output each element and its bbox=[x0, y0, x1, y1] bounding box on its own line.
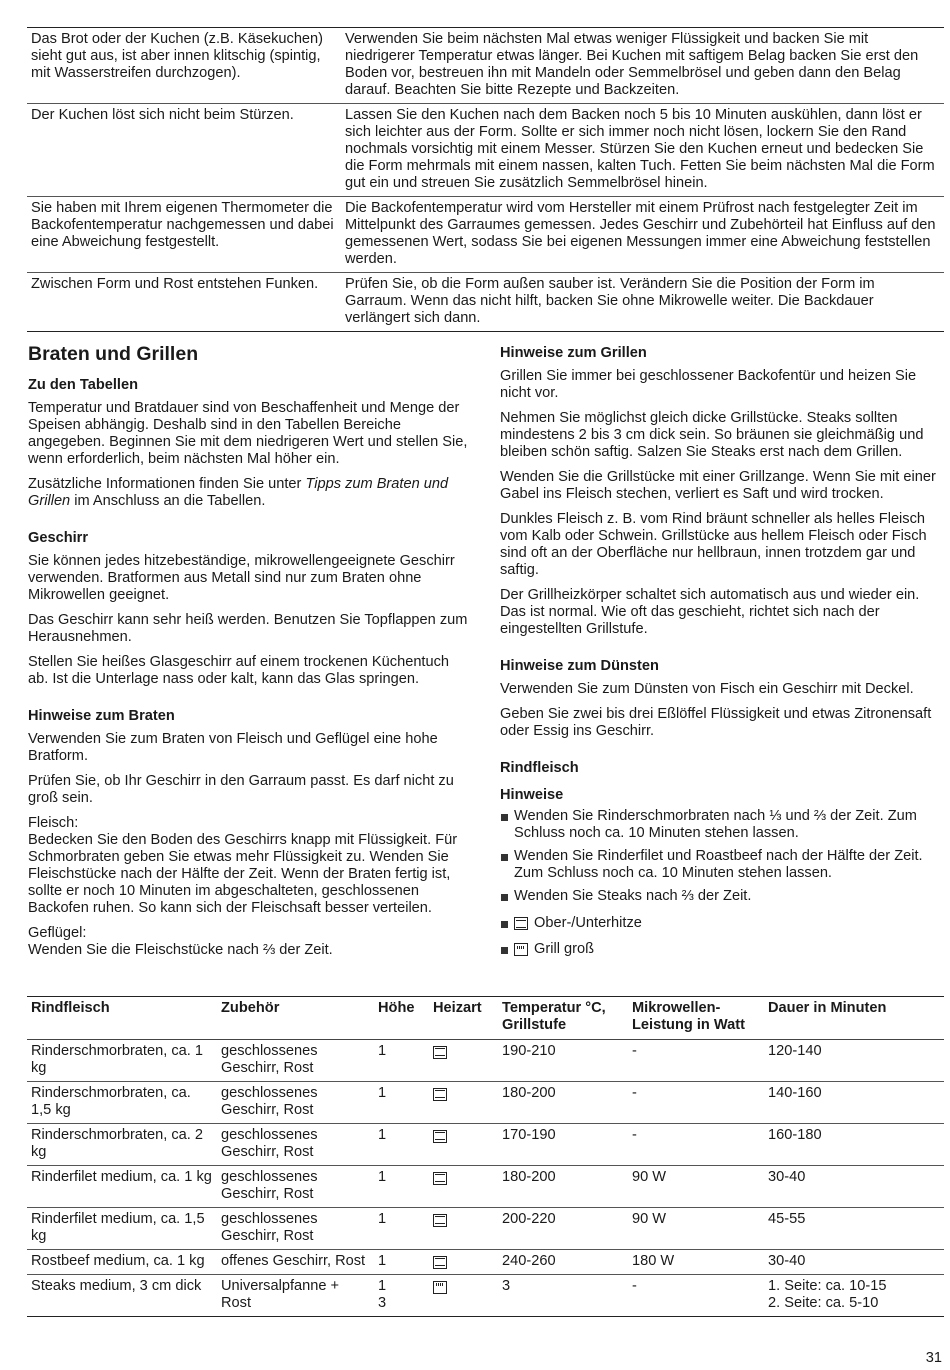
tips-reference: Tipps zum Braten und Grillen bbox=[28, 476, 449, 509]
column-header: Temperatur °C, Grillstufe bbox=[498, 997, 628, 1040]
level-cell: 1 bbox=[374, 1082, 429, 1124]
accessory-cell: geschlossenes Geschirr, Rost bbox=[217, 1208, 374, 1250]
column-header: Dauer in Minuten bbox=[764, 997, 944, 1040]
level-cell: 1 bbox=[374, 1208, 429, 1250]
table-row bbox=[27, 273, 944, 332]
text-span: Zusätzliche Informationen finden Sie unter bbox=[28, 476, 306, 492]
grillen-heading: Hinweise zum Grillen bbox=[500, 345, 647, 361]
grillen-paragraph-5: Der Grillheizkörper schaltet sich automatisch aus und wieder ein. Das ist normal. Wie oft das geschieht, richtet sich nach der eingestellten Grillstufe. bbox=[500, 587, 920, 637]
gefluegel-label: Geflügel: bbox=[28, 925, 87, 941]
grill-large-icon bbox=[433, 1281, 447, 1294]
temperature-cell: 240-260 bbox=[498, 1250, 628, 1275]
page-number: 31 bbox=[925, 1350, 942, 1366]
problem-cell: Das Brot oder der Kuchen (z.B. Käsekuchen) sieht gut aus, ist aber innen klitschig (spintig, mit Wasserstreifen durchzogen). bbox=[27, 28, 338, 104]
right-column bbox=[500, 341, 945, 971]
legend-label: Ober-/Unterhitze bbox=[534, 915, 642, 931]
temperature-cell: 3 bbox=[498, 1275, 628, 1317]
grillen-paragraph-1: Grillen Sie immer bei geschlossener Backofentür und heizen Sie nicht vor. bbox=[500, 368, 917, 401]
temperature-cell: 190-210 bbox=[502, 1043, 556, 1059]
heat-legend bbox=[500, 915, 945, 961]
table-row bbox=[27, 197, 944, 273]
fleisch-label: Fleisch: bbox=[28, 815, 79, 831]
fleisch-text: Bedecken Sie den Boden des Geschirrs knapp mit Flüssigkeit. Für Schmorbraten geben Sie etwas mehr Flüssigkeit zu. Wenden Sie Fleischstücke nach der Hälfte der Zeit. Wenn der Braten fertig ist, sollte er noch 10 Minuten im abgeschalteten, geschlossenen Backofen ruhen. So kann sich der Fleischsaft besser verteilen. bbox=[28, 832, 458, 916]
oven-top-bottom-heat-icon bbox=[433, 1046, 447, 1059]
level-cell: 1 bbox=[374, 1166, 429, 1208]
accessory-cell: offenes Geschirr, Rost bbox=[217, 1250, 374, 1275]
heat-mode-cell bbox=[429, 1166, 498, 1208]
duensten-heading: Hinweise zum Dünsten bbox=[500, 658, 659, 674]
microwave-cell: 90 W bbox=[628, 1208, 764, 1250]
oven-top-bottom-heat-icon bbox=[433, 1130, 447, 1143]
grill-large-icon bbox=[514, 943, 528, 956]
temperature-cell: 170-190 bbox=[498, 1124, 628, 1166]
text-span: im Anschluss an die Tabellen. bbox=[70, 493, 266, 509]
microwave-cell: - bbox=[628, 1275, 764, 1317]
duensten-paragraph-1: Verwenden Sie zum Dünsten von Fisch ein Geschirr mit Deckel. bbox=[500, 681, 914, 697]
heat-mode-cell bbox=[429, 1250, 498, 1275]
column-header: Heizart bbox=[429, 997, 498, 1040]
tabellen-paragraph-2 bbox=[28, 476, 470, 510]
oven-top-bottom-heat-icon bbox=[433, 1088, 447, 1101]
left-column bbox=[28, 341, 470, 967]
grillen-paragraph-4: Dunkles Fleisch z. B. vom Rind bräunt schneller als helles Fleisch vom Kalb oder Schwein. Grillstücke aus hellem Fleisch oder Fisch sind oft an der Oberfläche nur hellbraun, innen trotzdem gar und saftig. bbox=[500, 511, 927, 578]
troubleshooting-table bbox=[27, 27, 944, 332]
braten-paragraph-2: Prüfen Sie, ob Ihr Geschirr in den Garraum passt. Es darf nicht zu groß sein. bbox=[28, 773, 454, 806]
solution-cell: Die Backofentemperatur wird vom Hersteller mit einem Prüfrost nach festgelegter Zeit im Mittelpunkt des Garraumes gemessen. Jedes Geschirr und Zubehörteil hat Einfluss auf den gemessenen Wert, sodass Sie bei eigenen Messungen immer eine Abweichung feststellen werden. bbox=[338, 197, 944, 273]
legend-label: Grill groß bbox=[534, 941, 594, 957]
oven-top-bottom-heat-icon bbox=[433, 1256, 447, 1269]
microwave-cell: - bbox=[628, 1082, 764, 1124]
duration-cell: 160-180 bbox=[764, 1124, 944, 1166]
grillen-paragraph-3: Wenden Sie die Grillstücke mit einer Grillzange. Wenn Sie mit einer Gabel ins Fleisch stechen, verliert es Saft und wird trocken. bbox=[500, 469, 936, 502]
section-title: Braten und Grillen bbox=[28, 343, 199, 365]
level-cell: 1 bbox=[374, 1250, 429, 1275]
temperature-cell: 180-200 bbox=[498, 1082, 628, 1124]
level-cell: 1 3 bbox=[374, 1275, 429, 1317]
gefluegel-text: Wenden Sie die Fleischstücke nach ⅔ der Zeit. bbox=[28, 942, 333, 958]
meat-cell: Rinderschmorbraten, ca. 1 kg bbox=[31, 1043, 203, 1076]
table-row bbox=[27, 1082, 944, 1124]
duration-cell: 140-160 bbox=[764, 1082, 944, 1124]
meat-cell: Rinderschmorbraten, ca. 2 kg bbox=[27, 1124, 217, 1166]
table-row bbox=[27, 1124, 944, 1166]
accessory-cell: geschlossenes Geschirr, Rost bbox=[217, 1082, 374, 1124]
duration-cell: 45-55 bbox=[764, 1208, 944, 1250]
rindfleisch-heading: Rindfleisch bbox=[500, 760, 579, 776]
table-row bbox=[27, 1040, 944, 1082]
legend-item-grill bbox=[500, 941, 945, 961]
heat-mode-cell bbox=[429, 1082, 498, 1124]
problem-cell: Der Kuchen löst sich nicht beim Stürzen. bbox=[27, 104, 338, 197]
oven-top-bottom-heat-icon bbox=[433, 1172, 447, 1185]
accessory-cell: Universalpfanne + Rost bbox=[217, 1275, 374, 1317]
list-item: Wenden Sie Rinderfilet und Roastbeef nach der Hälfte der Zeit. Zum Schluss noch ca. 10 Minuten stehen lassen. bbox=[500, 848, 945, 882]
geschirr-heading: Geschirr bbox=[28, 530, 89, 546]
gefluegel-paragraph bbox=[28, 925, 470, 959]
column-header: Rindfleisch bbox=[27, 997, 217, 1040]
meat-cell: Rinderfilet medium, ca. 1,5 kg bbox=[27, 1208, 217, 1250]
list-item: Wenden Sie Rinderschmorbraten nach ⅓ und ⅔ der Zeit. Zum Schluss noch ca. 10 Minuten stehen lassen. bbox=[500, 808, 945, 842]
table-row bbox=[27, 28, 944, 104]
duration-cell: 1. Seite: ca. 10-15 2. Seite: ca. 5-10 bbox=[764, 1275, 944, 1317]
heat-mode-cell bbox=[429, 1208, 498, 1250]
braten-paragraph-1: Verwenden Sie zum Braten von Fleisch und Geflügel eine hohe Bratform. bbox=[28, 731, 438, 764]
problem-cell: Sie haben mit Ihrem eigenen Thermometer die Backofentemperatur nachgemessen und dabei eine Abweichung festgestellt. bbox=[27, 197, 338, 273]
microwave-cell: 90 W bbox=[628, 1166, 764, 1208]
oven-top-bottom-heat-icon bbox=[433, 1214, 447, 1227]
duensten-paragraph-2: Geben Sie zwei bis drei Eßlöffel Flüssigkeit und etwas Zitronensaft oder Essig ins Geschirr. bbox=[500, 706, 932, 739]
column-header: Höhe bbox=[374, 997, 429, 1040]
microwave-cell: 180 W bbox=[628, 1250, 764, 1275]
tabellen-paragraph-1: Temperatur und Bratdauer sind von Beschaffenheit und Menge der Speisen abhängig. Deshalb sind in den Tabellen Bereiche angegeben. Beginnen Sie mit dem niedrigeren Wert und stellen Sie, wenn erforderlich, beim nächsten Mal höher ein. bbox=[28, 400, 468, 467]
legend-item-oben-unterhitze bbox=[500, 915, 945, 935]
problem-cell: Zwischen Form und Rost entstehen Funken. bbox=[27, 273, 338, 332]
solution-cell: Lassen Sie den Kuchen nach dem Backen noch 5 bis 10 Minuten auskühlen, dann löst er sich leichter aus der Form. Sollte er sich immer noch nicht lösen, lockern Sie den Rand nochmals vorsichtig mit einem Messer. Stürzen Sie den Kuchen erneut und bedecken Sie die Form mehrmals mit einem nassen, kalten Tuch. Fetten Sie beim nächsten Mal die Form gut ein und streuen Sie zusätzlich Semmelbrösel hinein. bbox=[338, 104, 944, 197]
heat-mode-cell bbox=[429, 1124, 498, 1166]
level-cell: 1 bbox=[378, 1043, 387, 1059]
braten-heading: Hinweise zum Braten bbox=[28, 708, 175, 724]
accessory-cell: geschlossenes Geschirr, Rost bbox=[221, 1043, 318, 1076]
grillen-paragraph-2: Nehmen Sie möglichst gleich dicke Grillstücke. Steaks sollten mindestens 2 bis 3 cm dick sein. So bräunen sie gleichmäßig und bleiben schön saftig. Salzen Sie Steaks erst nach dem Grillen. bbox=[500, 410, 924, 460]
duration-cell: 30-40 bbox=[764, 1250, 944, 1275]
temperature-cell: 200-220 bbox=[498, 1208, 628, 1250]
fleisch-paragraph bbox=[28, 815, 470, 917]
column-header: Zubehör bbox=[217, 997, 374, 1040]
temperature-cell: 180-200 bbox=[498, 1166, 628, 1208]
accessory-cell: geschlossenes Geschirr, Rost bbox=[217, 1124, 374, 1166]
oven-top-bottom-heat-icon bbox=[514, 917, 528, 930]
heat-mode-cell bbox=[429, 1275, 498, 1317]
meat-cell: Rinderschmorbraten, ca. 1,5 kg bbox=[27, 1082, 217, 1124]
duration-cell: 120-140 bbox=[768, 1043, 822, 1059]
list-item: Wenden Sie Steaks nach ⅔ der Zeit. bbox=[500, 888, 945, 905]
hinweise-list bbox=[500, 808, 945, 905]
table-row bbox=[27, 1166, 944, 1208]
table-row bbox=[27, 104, 944, 197]
level-cell: 1 bbox=[374, 1124, 429, 1166]
table-header-row bbox=[27, 997, 944, 1040]
tabellen-heading: Zu den Tabellen bbox=[28, 377, 139, 393]
solution-cell: Verwenden Sie beim nächsten Mal etwas weniger Flüssigkeit und backen Sie mit niedrigerer Temperatur etwas länger. Bei Kuchen mit saftigem Belag backen Sie erst den Boden vor, bestreuen ihn mit Mandeln oder Semmelbrösel und geben dann den Belag darauf. Beachten Sie bitte Rezepte und Backzeiten. bbox=[338, 28, 944, 104]
column-header: Mikrowellen-Leistung in Watt bbox=[628, 997, 764, 1040]
meat-cell: Steaks medium, 3 cm dick bbox=[27, 1275, 217, 1317]
meat-cell: Rostbeef medium, ca. 1 kg bbox=[27, 1250, 217, 1275]
duration-cell: 30-40 bbox=[764, 1166, 944, 1208]
accessory-cell: geschlossenes Geschirr, Rost bbox=[217, 1166, 374, 1208]
microwave-cell: - bbox=[632, 1043, 637, 1059]
hinweise-heading: Hinweise bbox=[500, 787, 564, 803]
beef-cooking-table bbox=[27, 996, 944, 1317]
table-row bbox=[27, 1250, 944, 1275]
table-row bbox=[27, 1208, 944, 1250]
geschirr-paragraph-1: Sie können jedes hitzebeständige, mikrowellengeeignete Geschirr verwenden. Bratformen aus Metall sind nur zum Braten ohne Mikrowellen geeignet. bbox=[28, 553, 455, 603]
solution-cell: Prüfen Sie, ob die Form außen sauber ist. Verändern Sie die Position der Form im Garraum. Wenn das nicht hilft, backen Sie ohne Mikrowelle weiter. Die Backdauer verlängert sich dann. bbox=[338, 273, 944, 332]
microwave-cell: - bbox=[628, 1124, 764, 1166]
geschirr-paragraph-2: Das Geschirr kann sehr heiß werden. Benutzen Sie Topflappen zum Herausnehmen. bbox=[28, 612, 468, 645]
geschirr-paragraph-3: Stellen Sie heißes Glasgeschirr auf einem trockenen Küchentuch ab. Ist die Unterlage nass oder kalt, kann das Glas springen. bbox=[28, 654, 450, 687]
table-row bbox=[27, 1275, 944, 1317]
meat-cell: Rinderfilet medium, ca. 1 kg bbox=[27, 1166, 217, 1208]
heat-mode-cell bbox=[429, 1040, 498, 1082]
